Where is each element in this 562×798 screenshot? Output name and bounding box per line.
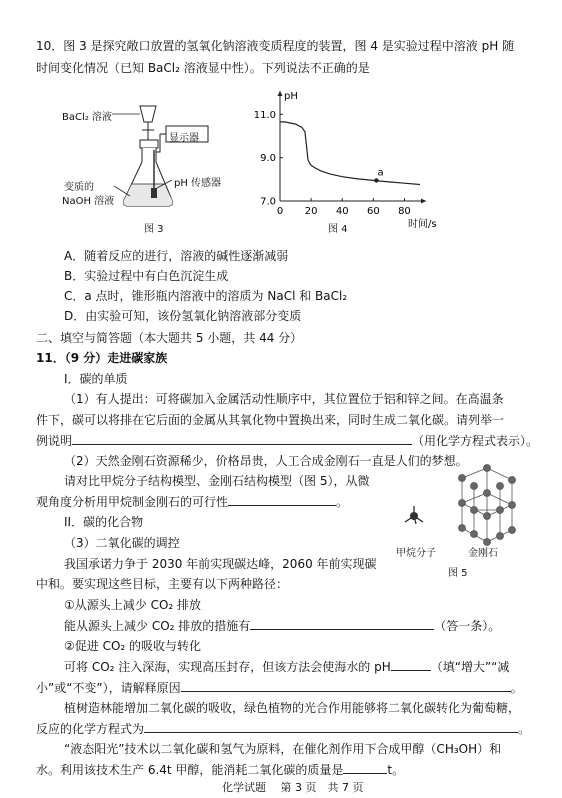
x-axis-label: 时间/s — [408, 219, 437, 230]
route-2-line3: 植树造林能增加二氧化碳的吸收，绿色植物的光合作用能够将二氧化碳转化为葡萄糖， — [64, 701, 521, 715]
q11-1-line3-suffix: （用化学方程式表示）。 — [412, 434, 539, 448]
q11-2-line3-suffix: 。 — [336, 495, 349, 509]
q11-3-line1: 我国承诺力争于 2030 年前实现碳达峰，2060 年前实现碳 — [64, 557, 377, 571]
answer-blank[interactable] — [144, 720, 518, 733]
q11-3-line2: 中和。要实现这些目标，主要有以下两种路径： — [36, 577, 289, 591]
route-2-line4-suffix: 。 — [518, 722, 531, 736]
answer-blank[interactable] — [72, 432, 412, 445]
y-axis-arrow — [278, 91, 283, 96]
q11-2-line3-prefix: 观角度分析用甲烷制金刚石的可行性 — [36, 495, 229, 509]
option-d: D．由实验可知，该份氢氧化钠溶液部分变质 — [64, 309, 302, 323]
figure-4-caption: 图 4 — [328, 224, 348, 235]
q11-1-line3-prefix: 例说明 — [36, 434, 73, 448]
answer-blank[interactable] — [250, 617, 434, 630]
display-label: 显示器 — [169, 133, 199, 144]
route-2-line1 — [64, 658, 509, 675]
diamond-model — [459, 465, 516, 546]
route-2-line2-prefix: 小”或“不变”），请解释原因 — [36, 681, 181, 695]
route-2-line1-prefix: 可将 CO₂ 注入深海，实现高压封存，但该方法会使海水的 pH — [64, 660, 391, 674]
x-tick-label: 80 — [398, 206, 411, 217]
route-2-line4-prefix: 反应的化学方程式为 — [36, 722, 145, 736]
q10-stem-line2: 时间变化情况（已知 BaCl₂ 溶液显中性）。下列说法不正确的是 — [36, 61, 370, 75]
y-tick-label: 9.0 — [260, 153, 276, 165]
section-2-heading: 二、填空与简答题（本大题共 5 小题，共 44 分） — [36, 331, 303, 345]
methane-model — [405, 506, 423, 524]
option-b: B．实验过程中有白色沉淀生成 — [64, 269, 229, 283]
naoh-label-line2: NaOH 溶液 — [62, 196, 115, 207]
q11-1-line3 — [36, 432, 538, 449]
answer-blank[interactable] — [391, 658, 431, 671]
ph-sensor-label: pH 传感器 — [174, 178, 222, 189]
q11-3-heading: （3）二氧化碳的调控 — [64, 536, 180, 550]
q11-2-line1: （2）天然金刚石资源稀少，价格昂贵，人工合成金刚石一直是人们的梦想。 — [64, 454, 468, 468]
route-2-line6-suffix: t。 — [387, 763, 405, 777]
x-axis-arrow — [421, 199, 426, 204]
route-2-line2 — [36, 679, 523, 696]
route-1-line2-suffix: （答一条）。 — [434, 619, 501, 633]
part-1-heading: I．碳的单质 — [64, 372, 128, 386]
route-1-line2 — [64, 617, 500, 634]
q11-1-line1: （1）有人提出：可将碳加入金属活动性顺序中，其位置位于铝和锌之间。在高温条 — [64, 392, 504, 406]
part-2-heading: II．碳的化合物 — [64, 515, 144, 529]
y-tick-label: 11.0 — [253, 109, 276, 121]
route-2-line1-suffix: （填“增大”“减 — [430, 660, 510, 674]
route-2-line6-prefix: 水。利用该技术生产 6.4t 甲醇，能消耗二氧化碳的质量是 — [36, 763, 344, 777]
figure-5-caption: 图 5 — [448, 568, 468, 579]
answer-blank[interactable] — [228, 493, 336, 506]
q11-2-line3 — [36, 493, 348, 510]
page-footer: 化学试题 第 3 页 共 7 页 — [222, 781, 364, 794]
q11-1-line2: 件下，碳可以将排在它后面的金属从其氧化物中置换出来，同时生成二氧化碳。请列举一 — [36, 413, 505, 427]
x-tick-label: 20 — [304, 206, 318, 217]
q11-title: 11．（9 分）走进碳家族 — [36, 351, 168, 365]
figure-3-caption: 图 3 — [144, 224, 164, 235]
y-axis-label: pH — [284, 91, 298, 102]
route-2-line6 — [36, 761, 404, 778]
route-1: ①从源头上减少 CO₂ 排放 — [64, 598, 202, 612]
route-2: ②促进 CO₂ 的吸收与转化 — [64, 639, 202, 653]
ph-curve — [280, 122, 420, 185]
x-tick-label: 60 — [366, 206, 380, 217]
x-tick-label: 0 — [276, 206, 284, 217]
methane-label: 甲烷分子 — [396, 548, 436, 559]
route-1-line2-prefix: 能从源头上减少 CO₂ 排放的措施有 — [64, 619, 251, 633]
route-2-line2-suffix: 。 — [510, 681, 523, 695]
point-a-label: a — [377, 167, 384, 179]
q11-2-line2: 请对比甲烷分子结构模型、金刚石结构模型（图 5），从微 — [64, 474, 370, 488]
answer-blank[interactable] — [343, 761, 387, 774]
diamond-label: 金刚石 — [468, 548, 498, 559]
q10-stem-line1: 10．图 3 是探究敞口放置的氢氧化钠溶液变质程度的装置，图 4 是实验过程中溶液 pH 随 — [36, 39, 515, 53]
option-c: C．a 点时，锥形瓶内溶液中的溶质为 NaCl 和 BaCl₂ — [64, 289, 348, 303]
point-a — [374, 178, 378, 182]
option-a: A．随着反应的进行，溶液的碱性逐渐减弱 — [64, 249, 289, 263]
route-2-line4 — [36, 720, 530, 737]
route-2-line5: “液态阳光”技术以二氧化碳和氢气为原料，在催化剂作用下合成甲醇（CH₃OH）和 — [64, 742, 502, 756]
bacl2-label: BaCl₂ 溶液 — [62, 112, 112, 123]
y-tick-label: 7.0 — [260, 196, 276, 208]
naoh-label-line1: 变质的 — [64, 182, 94, 193]
answer-blank[interactable] — [181, 679, 511, 692]
x-tick-label: 40 — [335, 206, 349, 217]
